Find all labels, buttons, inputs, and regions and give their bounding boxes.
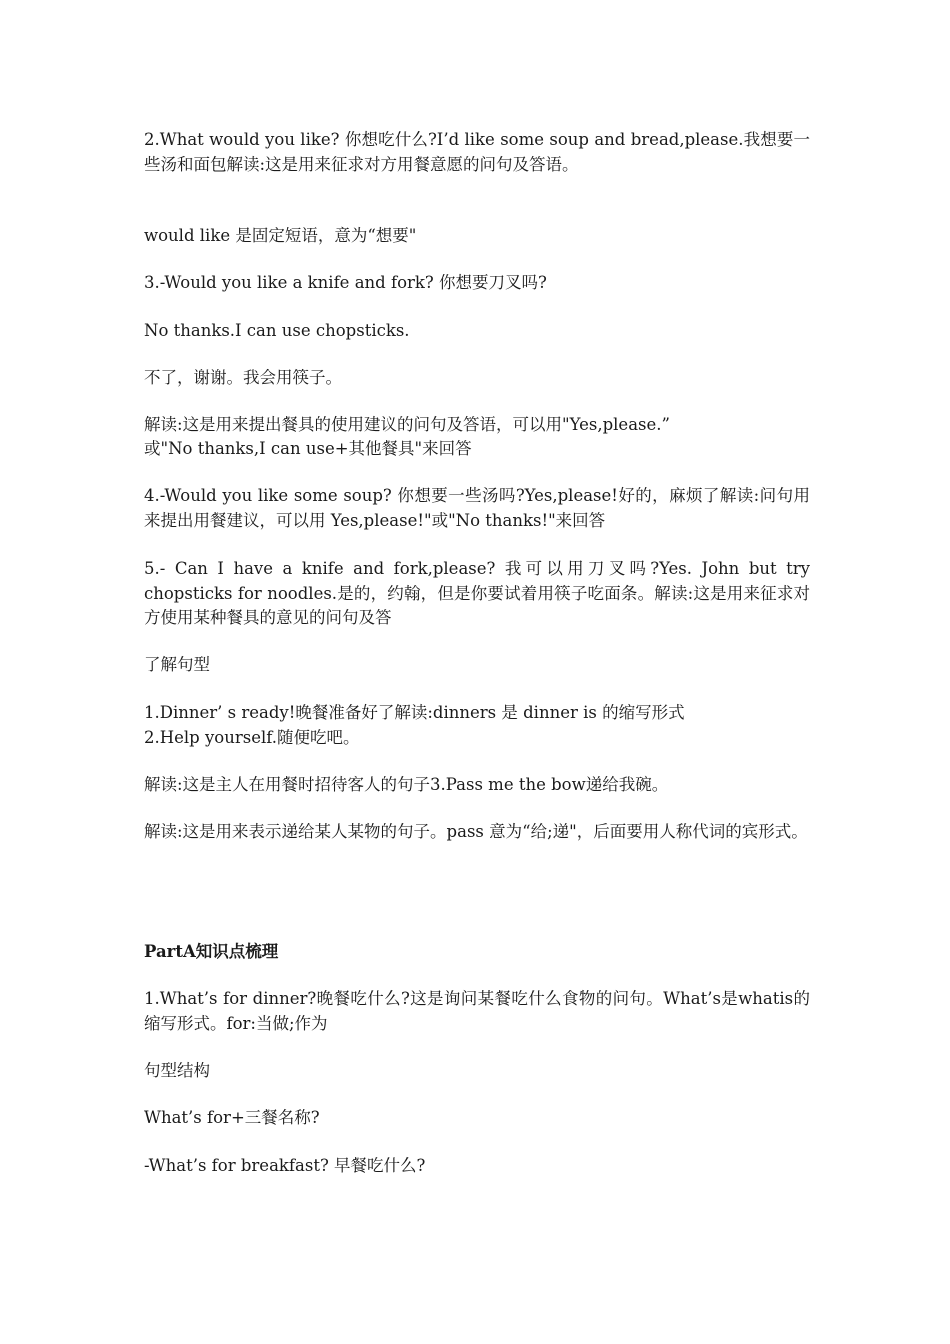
paragraph-help-yourself: 2.Help yourself.随便吃吧。 — [144, 728, 360, 747]
paragraph-host-sentence-pass-bowl: 解读:这是主人在用餐时招待客人的句子3.Pass me the bow递给我碗。 — [144, 775, 669, 794]
paragraph-structure-formula: What’s for+三餐名称? — [144, 1108, 320, 1127]
paragraph-q3-knife-and-fork: 3.-Would you like a knife and fork? 你想要刀叉吗? — [144, 273, 547, 292]
paragraph-would-like-phrase: would like 是固定短语，意为“想要" — [144, 226, 417, 245]
paragraph-chinese-reply: 不了，谢谢。我会用筷子。 — [144, 368, 342, 387]
paragraph-no-thanks-chopsticks: No thanks.I can use chopsticks. — [144, 321, 410, 340]
paragraph-pass-explanation: 解读:这是用来表示递给某人某物的句子。pass 意为“给;递"，后面要用人称代词的宾形式。 — [144, 822, 808, 841]
paragraph-explanation-tableware: 解读:这是用来提出餐具的使用建议的问句及答语，可以用"Yes,please.” — [144, 415, 670, 434]
paragraph-q4-soup: 4.-Would you like some soup? 你想要一些汤吗?Yes,please!好的，麻烦了解读:问句用来提出用餐建议，可以用 Yes,please!"或"No thanks!"来回答 — [144, 486, 810, 530]
paragraph-whats-for-breakfast: -What’s for breakfast? 早餐吃什么? — [144, 1156, 426, 1175]
paragraph-whats-for-dinner: 1.What’s for dinner?晚餐吃什么?这是询问某餐吃什么食物的问句。What’s是whatis的缩写形式。for:当做;作为 — [144, 989, 810, 1033]
paragraph-dinner-ready: 1.Dinner’ s ready!晚餐准备好了解读:dinners 是 dinner is 的缩写形式 — [144, 703, 685, 722]
paragraph-q5-knife-fork-please: 5.- Can I have a knife and fork,please? 我可以用刀叉吗?Yes. John but try chopsticks for noodles.是的，约翰，但是你要试着用筷子吃面条。解读:这是用来征求对方使用某种餐具的意见的问句及答 — [144, 559, 810, 627]
section-heading-sentence-structure: 句型结构 — [144, 1061, 210, 1080]
paragraph-explanation-tableware-cont: 或"No thanks,I can use+其他餐具"来回答 — [144, 439, 472, 458]
paragraph-q2-what-would-you-like: 2.What would you like? 你想吃什么?I’d like some soup and bread,please.我想要一些汤和面包解读:这是用来征求对方用餐意愿的问句及答语。 — [144, 130, 810, 174]
section-heading-understand-sentences: 了解句型 — [144, 655, 210, 674]
section-heading-part-a: PartA知识点梳理 — [144, 942, 279, 961]
